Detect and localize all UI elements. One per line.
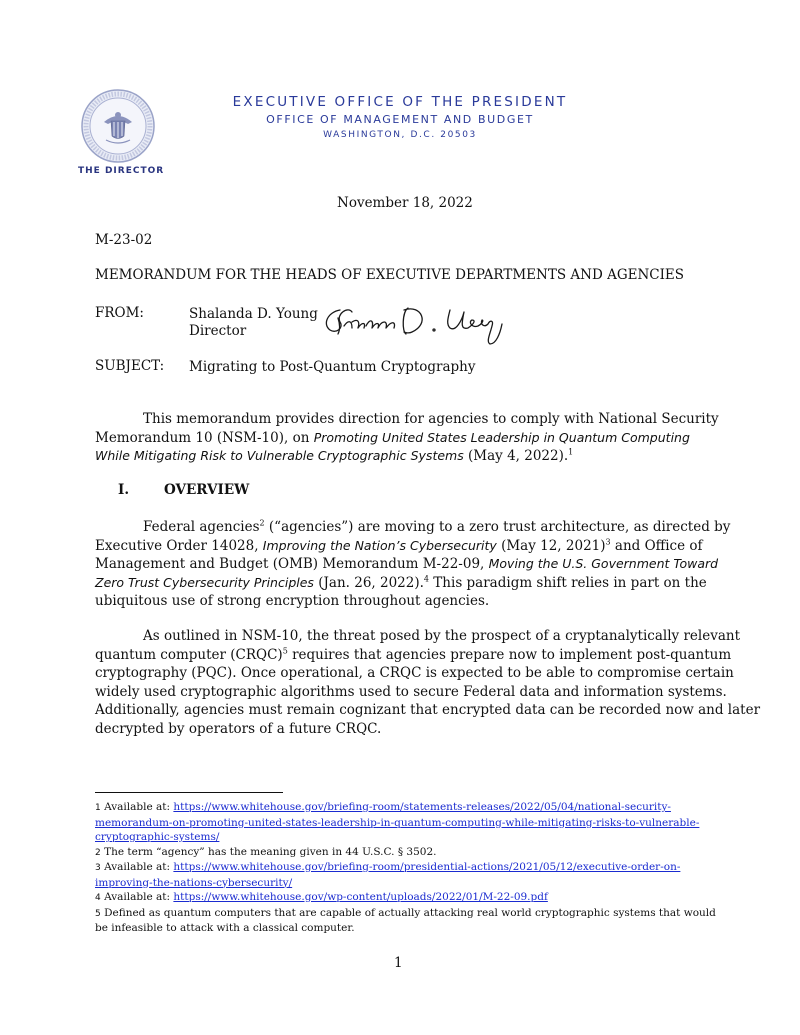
omb-seal-icon	[80, 88, 156, 164]
footnotes: 1 Available at: https://www.whitehouse.gov/briefing-room/statements-releases/2022/05/04/national-security- memorandum-on-promoting-united-states-leadership-in-quantum-computing-while-mitigating-risks-to-vulnerable- cryptographic-systems/ 2 The term “agency” has the meaning given in 44 U.S.C. § 3502. 3 Available at: https://www.whitehouse.gov/briefing-room/presidential-actions/2021/05/12/executive-order-on- improving-the-nations-cybersecurity/ 4 Available at: https://www.whitehouse.gov/wp-content/uploads/2022/01/M-22-09.pdf 5 Defined as quantum computers that are capable of actually attacking real world cryptographic systems that would be infeasible to attack with a classical computer.	[95, 801, 716, 934]
footnote-1-link-end[interactable]: cryptographic-systems/	[95, 831, 220, 843]
footnote-ref-2[interactable]: 2	[259, 518, 265, 528]
intro-line-1: This memorandum provides direction for agencies to comply with National Security	[143, 411, 719, 427]
footnote-5: 5 Defined as quantum computers that are capable of actually attacking real world cryptographic systems that would	[95, 906, 716, 919]
footnote-1: 1 Available at: https://www.whitehouse.gov/briefing-room/statements-releases/2022/05/04/national-security-	[95, 801, 671, 813]
letterhead-line-1: EXECUTIVE OFFICE OF THE PRESIDENT	[232, 94, 568, 110]
page-number: 1	[394, 955, 403, 971]
footnote-ref-1[interactable]: 1	[568, 447, 574, 457]
memo-date: November 18, 2022	[337, 195, 473, 211]
footnote-1-link-cont[interactable]: memorandum-on-promoting-united-states-leadership-in-quantum-computing-while-mitigating-risks-to-vulnerable-	[95, 816, 700, 829]
intro-line-2: Memorandum 10 (NSM-10), on Promoting United States Leadership in Quantum Computing	[95, 429, 690, 446]
overview-paragraph-1: Federal agencies$^2$ (“agencies”) are moving to a zero trust architecture, as directed by Executive Order 14028, Improving the Nation’s Cybersecurity (May 12, 2021)$^3$ and Office of Management and Budget (OMB) Memorandum M-22-09, Moving the U.S. Government Toward Zero Trust Cybersecurity Principles (Jan. 26, 2022).$^4$ This paradigm shift relies in part on the ubiquitous use of strong encryption throughout agencies.	[95, 518, 731, 609]
footnote-3: 3 Available at: https://www.whitehouse.gov/briefing-room/presidential-actions/2021/05/12/executive-order-on-	[95, 861, 681, 873]
footnote-separator	[95, 792, 283, 793]
section-heading-overview: I. OVERVIEW	[118, 482, 250, 498]
footnote-3-link-cont[interactable]: improving-the-nations-cybersecurity/	[95, 876, 293, 889]
letterhead-line-3: WASHINGTON, D.C. 20503	[323, 130, 477, 140]
footnote-ref-3[interactable]: 3	[605, 537, 611, 546]
seal-caption: THE DIRECTOR	[78, 166, 165, 176]
footnote-4: 4 Available at: https://www.whitehouse.gov/wp-content/uploads/2022/01/M-22-09.pdf	[95, 891, 548, 903]
intro-paragraph	[95, 410, 719, 466]
footnote-3-link[interactable]: https://www.whitehouse.gov/briefing-room/presidential-actions/2021/05/12/executive-order-on-	[173, 861, 681, 873]
letterhead-line-2: OFFICE OF MANAGEMENT AND BUDGET	[266, 113, 534, 126]
footnote-4-link[interactable]: https://www.whitehouse.gov/wp-content/uploads/2022/01/M-22-09.pdf	[173, 891, 548, 903]
footnote-ref-4[interactable]: 4	[423, 574, 430, 583]
from-title: Director	[189, 323, 247, 339]
intro-line-3: While Mitigating Risk to Vulnerable Cryptographic Systems (May 4, 2022).$^1$	[95, 447, 574, 464]
footnote-1-link[interactable]: https://www.whitehouse.gov/briefing-room/statements-releases/2022/05/04/national-security-	[173, 801, 671, 813]
overview-paragraph-2: As outlined in NSM-10, the threat posed by the prospect of a cryptanalytically relevant quantum computer (CRQC)$^5$ requires that agencies prepare now to implement post-quantum cryptography (PQC). Once operational, a CRQC is expected to be able to compromise certain widely used cryptographic algorithms used to secure Federal data and information systems. Additionally, agencies must remain cognizant that encrypted data can be recorded now and later decrypted by operators of a future CRQC.	[95, 628, 761, 737]
subject-text: Migrating to Post-Quantum Cryptography	[189, 359, 476, 375]
subject-label: SUBJECT:	[95, 358, 165, 374]
footnote-2: 2 The term “agency” has the meaning given in 44 U.S.C. § 3502.	[95, 845, 437, 858]
from-label: FROM:	[95, 305, 144, 321]
director-signature	[318, 298, 508, 350]
from-name: Shalanda D. Young	[189, 306, 318, 322]
memo-recipients: MEMORANDUM FOR THE HEADS OF EXECUTIVE DEPARTMENTS AND AGENCIES	[95, 267, 685, 283]
footnote-ref-5[interactable]: 5	[282, 646, 288, 655]
memo-number: M-23-02	[95, 232, 153, 248]
